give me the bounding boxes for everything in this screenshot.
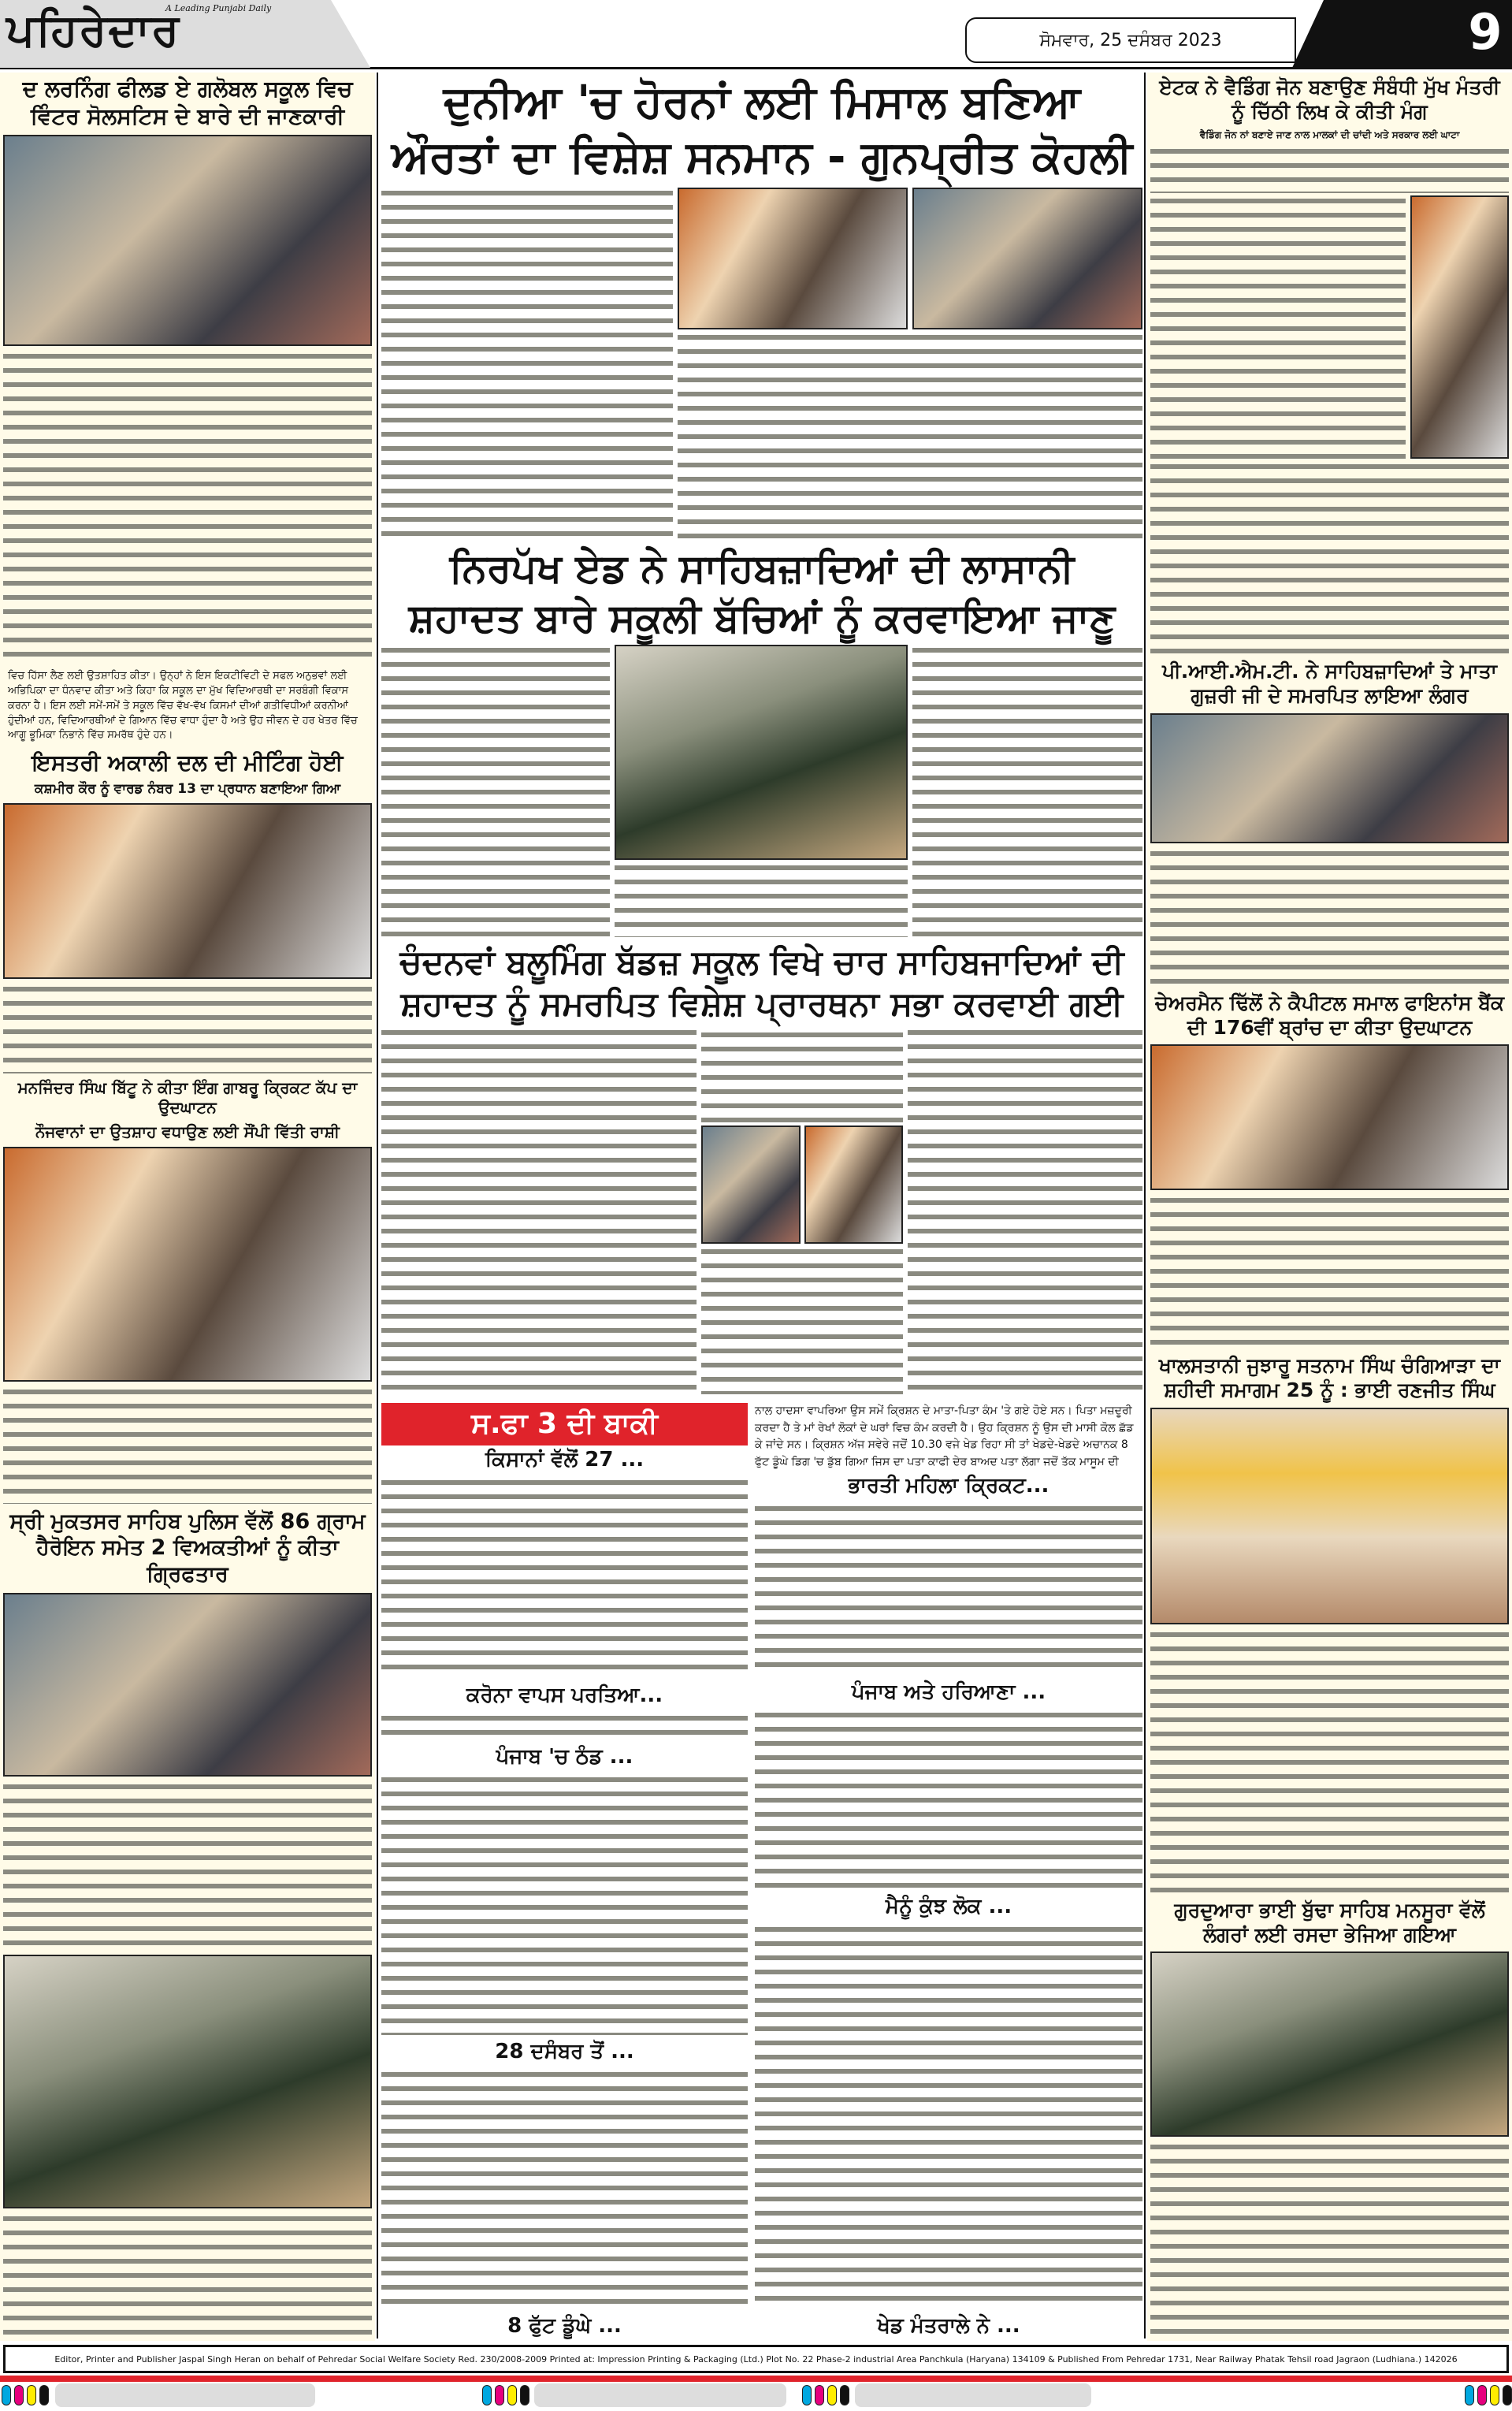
photo-cricket-cup: [3, 1147, 372, 1382]
continued-headline: ਖੇਡ ਮੰਤਰਾਲੇ ਨੇ ...: [877, 2313, 1020, 2338]
continued-from-page-3-banner: ਸ.ਫਾ 3 ਦੀ ਬਾਕੀ: [381, 1403, 748, 1445]
photo-langar: [1150, 713, 1509, 843]
headline-blooming-buds-line1: ਚੰਦਨਵਾਂ ਬਲੂਮਿੰਗ ਬੱਡਜ਼ ਸਕੂਲ ਵਿਖੇ ਚਾਰ ਸਾਹਿਬਜਾਦਿਆਂ ਦੀ: [399, 943, 1124, 981]
article-body: [1150, 1195, 1509, 1349]
wedding-zone-body: [1150, 195, 1509, 460]
print-imprint: Editor, Printer and Publisher Jaspal Singh Heran on behalf of Pehredar Social Welfare Society Red. 230/2008-2009 Printed at: Impression Printing & Packaging (Ltd.) Plot No. 22 Phase-2 industrial Area Panchkula (Haryana) 134109 & Published From Pehredar 1731, Near Railway Phatak Tehsil road Jagraon (Ludhiana.) 142026: [3, 2345, 1509, 2373]
headline-aitu-wedding-zone: ਏਟਕ ਨੇ ਵੈਡਿੰਗ ਜੋਨ ਬਣਾਉਣ ਸੰਬੰਧੀ ਮੁੱਖ ਮੰਤਰੀ ਨੂੰ ਚਿੱਠੀ ਲਿਖ ਕੇ ਕੀਤੀ ਮੰਗ: [1159, 76, 1500, 124]
headline-nirpakh-aid: [381, 541, 1142, 645]
article-body: [381, 1774, 748, 2035]
color-registration-marks: [2, 2385, 49, 2405]
article-body: [678, 332, 1142, 539]
article-body: [381, 645, 610, 939]
print-bar: [855, 2383, 1091, 2407]
subhead-akali-meeting: ਕਸ਼ਮੀਰ ਕੌਰ ਨੂੰ ਵਾਰਡ ਨੰਬਰ 13 ਦਾ ਪ੍ਰਧਾਨ ਬਣਾਇਆ ਗਿਆ: [34, 781, 341, 798]
continued-headline: ਕਰੋਨਾ ਵਾਪਸ ਪਰਤਿਆ...: [466, 1683, 663, 1707]
headline-blooming-buds: [381, 939, 1142, 1027]
article-body: [3, 2213, 372, 2338]
headline-blooming-buds-line2: ਸ਼ਹਾਦਤ ਨੂੰ ਸਮਰਪਿਤ ਵਿਸ਼ੇਸ਼ ਪ੍ਰਾਰਥਨਾ ਸਭਾ ਕਰਵਾਈ ਗਈ: [400, 984, 1124, 1023]
photo-award-group: [912, 188, 1142, 329]
article-body: [1150, 2141, 1509, 2338]
article-body: [1150, 195, 1406, 460]
continued-headline: 28 ਦਸੰਬਰ ਤੋਂ ...: [495, 2039, 634, 2063]
article-body: [755, 1924, 1142, 2309]
issue-date: ਸੋਮਵਾਰ, 25 ਦਸੰਬਰ 2023: [965, 17, 1296, 63]
continued-headline: ਮੈਨੂੰ ਕੁੰਝ ਲੋਕ ...: [885, 1894, 1012, 1918]
article-body: [3, 351, 372, 664]
article-body: [381, 188, 673, 541]
continued-headline: ਭਾਰਤੀ ਮਹਿਲਾ ਕ੍ਰਿਕਟ...: [848, 1473, 1049, 1498]
headline-nirpakh-aid-line1: ਨਿਰਪੱਖ ਏਡ ਨੇ ਸਾਹਿਬਜ਼ਾਦਿਆਂ ਦੀ ਲਾਸਾਨੀ: [449, 545, 1075, 591]
article-closing-text: ਵਿਚ ਹਿੱਸਾ ਲੈਣ ਲਈ ਉਤਸ਼ਾਹਿਤ ਕੀਤਾ। ਉਨ੍ਹਾਂ ਨੇ ਇਸ ਇਕਟੀਵਿਟੀ ਦੇ ਸਫਲ ਅਨੁਭਵਾਂ ਲਈ ਅਭਿਪਿਕਾ ਦਾ ਧੰਨਵਾਦ ਕੀਤਾ ਅਤੇ ਕਿਹਾ ਕਿ ਸਕੂਲ ਦਾ ਮੁੱਖ ਵਿਦਿਆਰਥੀ ਦਾ ਸਰਬੰਗੀ ਵਿਕਾਸ ਕਰਨਾ ਹੈ। ਇਸ ਲਈ ਸਮੇਂ-ਸਮੇਂ ਤੇ ਸਕੂਲ ਵਿੱਚ ਵੱਖ-ਵੱਖ ਕਿਸਮਾਂ ਦੀਆਂ ਗਤੀਵਿਧੀਆਂ ਕਰਨੀਆਂ ਹੁੰਦੀਆਂ ਹਨ, ਵਿਦਿਆਰਥੀਆਂ ਦੇ ਗਿਆਨ ਵਿੱਚ ਵਾਧਾ ਹੁੰਦਾ ਹੈ ਅਤੇ ਉਹ ਜੀਵਨ ਦੇ ਹਰ ਖੇਤਰ ਵਿੱਚ ਆਗੂ ਭੂਮਿਕਾ ਨਿਭਾਨੇ ਵਿੱਚ ਸਮਰੱਥ ਹੁੰਦੇ ਹਨ।: [8, 670, 358, 742]
photo-langar-supplies: [1150, 1951, 1509, 2137]
continued-headline: ਕਿਸਾਨਾਂ ਵੱਲੋਂ 27 ...: [485, 1448, 645, 1472]
article-body: [912, 645, 1142, 939]
lead-headline: [381, 73, 1142, 188]
article-body: [1150, 461, 1509, 654]
photo-lamp-lighting: [1150, 1044, 1509, 1190]
center-column: [381, 73, 1142, 2341]
article-body: [755, 1503, 1142, 1676]
photo-akali-meeting: [3, 803, 372, 979]
photo-prayer-assembly: [701, 1126, 801, 1244]
tagline: A Leading Punjabi Daily: [165, 3, 272, 13]
article-body: [3, 984, 372, 1073]
continued-headline: 8 ਫੁੱਟ ਡੂੰਘੇ ...: [507, 2314, 622, 2338]
headline-pimt-langar: ਪੀ.ਆਈ.ਐਮ.ਟੀ. ਨੇ ਸਾਹਿਬਜ਼ਾਦਿਆਂ ਤੇ ਮਾਤਾ ਗੁਜ਼ਰੀ ਜੀ ਦੇ ਸਮਰਪਿਤ ਲਾਇਆ ਲੰਗਰ: [1162, 660, 1497, 708]
headline-shaheedi-samagam: ਖਾਲਸਤਾਨੀ ਜੁਝਾਰੂ ਸਤਨਾਮ ਸਿੰਘ ਚੰਗਿਆੜਾ ਦਾ ਸ਼ਹੀਦੀ ਸਮਾਗਮ 25 ਨੂੰ : ਭਾਈ ਰਣਜੀਤ ਸਿੰਘ: [1159, 1354, 1500, 1402]
page-number: 9: [1468, 3, 1503, 61]
color-registration-marks: [802, 2385, 849, 2405]
color-registration-marks: [1465, 2385, 1512, 2405]
subhead-cricket-cup: ਨੌਜਵਾਨਾਂ ਦਾ ਉਤਸ਼ਾਹ ਵਧਾਉਣ ਲਈ ਸੌਂਪੀ ਵਿੱਤੀ ਰਾਸ਼ੀ: [35, 1122, 340, 1141]
continued-section: [381, 1403, 1142, 2341]
article-body: [1150, 1629, 1509, 1893]
headline-nirpakh-aid-line2: ਸ਼ਹਾਦਤ ਬਾਰੇ ਸਕੂਲੀ ਬੱਚਿਆਂ ਨੂੰ ਕਰਵਾਇਆ ਜਾਣੂ: [408, 594, 1116, 641]
photo-students-assembly: [3, 135, 372, 346]
article-body: [701, 1029, 903, 1123]
article-body: [381, 2069, 748, 2310]
photo-award-ceremony: [678, 188, 908, 329]
subhead-aitu-wedding-zone: ਵੈਡਿੰਗ ਜੋਨ ਨਾਂ ਬਣਾਏ ਜਾਣ ਨਾਲ ਮਾਲਕਾਂ ਦੀ ਚਾਂਦੀ ਅਤੇ ਸਰਕਾਰ ਲਈ ਘਾਟਾ: [1199, 128, 1460, 140]
left-column: [0, 73, 375, 2341]
newspaper-logo: ਪਹਿਰੇਦਾਰ: [6, 5, 181, 56]
continued-headline: ਪੰਜਾਬ ਅਤੇ ਹਰਿਆਣਾ ...: [851, 1680, 1046, 1704]
photo-bhai-ranjit-singh: [1150, 1408, 1509, 1624]
headline-cricket-cup: ਮਨਜਿੰਦਰ ਸਿੰਘ ਬਿੱਟੂ ਨੇ ਕੀਤਾ ਇੰਗ ਗਾਬਰੂ ਕ੍ਰਿਕਟ ਕੱਪ ਦਾ ਉਦਘਾਟਨ: [17, 1077, 358, 1117]
article-body: [3, 1781, 372, 1949]
masthead: [0, 0, 1512, 69]
photo-caption: [615, 862, 908, 937]
headline-akali-meeting: ਇਸਤਰੀ ਅਕਾਲੀ ਦਲ ਦੀ ਮੀਟਿੰਗ ਹੋਈ: [32, 750, 344, 776]
headline-bank-branch-inauguration: ਚੇਅਰਮੈਨ ਢਿੱਲੋਂ ਨੇ ਕੈਪੀਟਲ ਸਮਾਲ ਫਾਇਨਾਂਸ ਬੈਂਕ ਦੀ 176ਵੀਂ ਬ੍ਰਾਂਚ ਦਾ ਕੀਤਾ ਉਦਘਾਟਨ: [1154, 991, 1505, 1039]
headline-gurdwara-mansura: ਗੁਰਦੁਆਰਾ ਭਾਈ ਬੁੱਢਾ ਸਾਹਿਬ ਮਨਸੂਰਾ ਵੱਲੋਂ ਲੰਗਰਾਂ ਲਈ ਰਸਦਾ ਭੇਜਿਆ ਗਇਆ: [1174, 1898, 1485, 1946]
photo-police-arrest: [3, 1593, 372, 1777]
color-registration-marks: [482, 2385, 529, 2405]
article-body: [755, 1710, 1142, 1890]
article-body: [1150, 146, 1509, 193]
article-body: [3, 1386, 372, 1504]
nirpakh-aid-body: [381, 645, 1142, 939]
article-body: [908, 1027, 1142, 1397]
print-bar: [534, 2383, 786, 2407]
headline-learning-field: ਦ ਲਰਨਿੰਗ ਫੀਲਡ ਏ ਗਲੋਬਲ ਸਕੂਲ ਵਿਚ ਵਿੰਟਰ ਸੋਲਸਟਿਸ ਦੇ ਬਾਰੇ ਦੀ ਜਾਣਕਾਰੀ: [22, 76, 353, 129]
continued-headline: ਪੰਜਾਬ 'ਚ ਠੰਡ ...: [496, 1745, 633, 1769]
right-column: [1147, 73, 1512, 2341]
lead-headline-line1: ਦੁਨੀਆ 'ਚ ਹੋਰਨਾਂ ਲਈ ਮਿਸਾਲ ਬਣਿਆ: [443, 76, 1081, 128]
article-body: [381, 1027, 697, 1397]
photo-school-children: [615, 645, 908, 860]
footer-red-rule: [0, 2376, 1512, 2382]
blooming-buds-body: [381, 1027, 1142, 1397]
article-body: [1150, 848, 1509, 986]
print-bar: [55, 2383, 315, 2407]
column-divider: [1144, 73, 1146, 2338]
continued-article-text: ਨਾਲ ਹਾਦਸਾ ਵਾਪਰਿਆ ਉਸ ਸਮੇਂ ਕ੍ਰਿਸ਼ਨ ਦੇ ਮਾਤਾ-ਪਿਤਾ ਕੰਮ 'ਤੇ ਗਏ ਹੋਏ ਸਨ। ਪਿਤਾ ਮਜ਼ਦੂਰੀ ਕਰਦਾ ਹੈ ਤੇ ਮਾਂ ਰੇਖਾਂ ਲੋਕਾਂ ਦੇ ਘਰਾਂ ਵਿਚ ਕੰਮ ਕਰਦੀ ਹੈ। ਉਹ ਕ੍ਰਿਸ਼ਨ ਨੂੰ ਉਸ ਦੀ ਮਾਸੀ ਕੋਲ ਛੱਡ ਕੇ ਜਾਂਦੇ ਸਨ। ਕ੍ਰਿਸ਼ਨ ਅੱਜ ਸਵੇਰੇ ਜਦੋਂ 10.30 ਵਜੇ ਖੇਡ ਰਿਹਾ ਸੀ ਤਾਂ ਖੇਡਦੇ-ਖੇਡਦੇ ਅਚਾਨਕ 8 ਫੁੱਟ ਡੂੰਘੇ ਡਿਗ 'ਚ ਡੁੱਬ ਗਿਆ ਜਿਸ ਦਾ ਪਤਾ ਕਾਫੀ ਦੇਰ ਬਾਅਦ ਪਤਾ ਲੱਗਾ ਜਦੋਂ ਤੱਕ ਮਾਸੂਮ ਦੀ: [755, 1405, 1134, 1469]
article-body: [381, 1477, 748, 1679]
lead-headline-line2: ਔਰਤਾਂ ਦਾ ਵਿਸ਼ੇਸ਼ ਸਨਮਾਨ - ਗੁਨਪ੍ਰੀਤ ਕੋਹਲੀ: [391, 132, 1133, 183]
article-body: [701, 1246, 903, 1395]
photo-union-leader: [1410, 195, 1509, 460]
article-body: [381, 1713, 748, 1741]
photo-officials: [3, 1955, 372, 2209]
photo-prayer-assembly: [804, 1126, 904, 1244]
lead-story-body: [381, 188, 1142, 541]
column-divider: [377, 73, 378, 2338]
headline-police-heroin: ਸ੍ਰੀ ਮੁਕਤਸਰ ਸਾਹਿਬ ਪੁਲਿਸ ਵੱਲੋਂ 86 ਗ੍ਰਾਮ ਹੈਰੋਇਨ ਸਮੇਤ 2 ਵਿਅਕਤੀਆਂ ਨੂੰ ਕੀਤਾ ਗ੍ਰਿਫਤਾਰ: [9, 1509, 366, 1587]
